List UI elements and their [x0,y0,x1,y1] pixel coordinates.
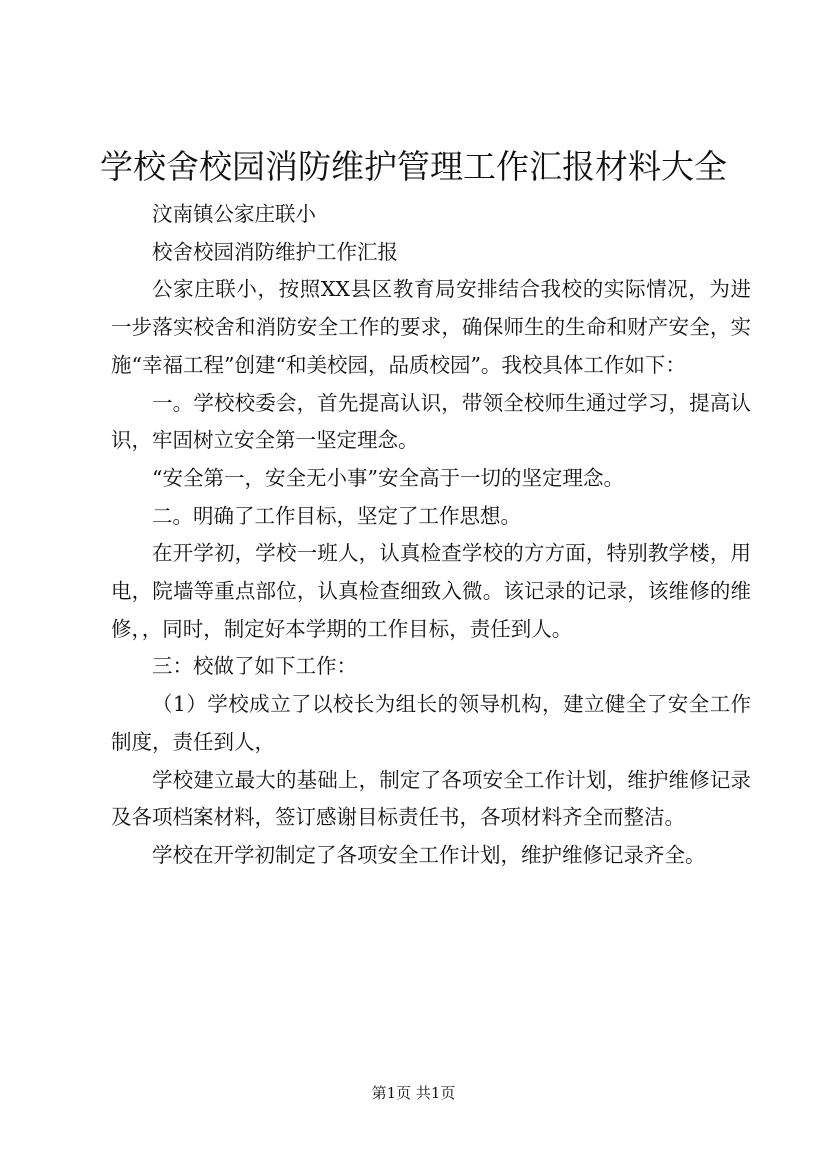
paragraph-section-three: 三：校做了如下工作： [152,654,357,679]
paragraph-records: 学校在开学初制定了各项安全工作计划，维护维修记录齐全。 [152,842,706,867]
paragraph-item-one: （1）学校成立了以校长为组长的领导机构，建立健全了安全工作制度，责任到人， [111,692,751,754]
page-number-footer: 第1页 共1页 [371,1084,456,1102]
paragraph-section-two: 二。明确了工作目标，坚定了工作思想。 [152,503,521,528]
paragraph-report-subtitle: 校舍校园消防维护工作汇报 [152,239,398,264]
paragraph-school-name: 汶南镇公家庄联小 [152,202,316,226]
paragraph-intro: 公家庄联小，按照XX县区教育局安排结合我校的实际情况，为进一步落实校舍和消防安全工作的要求，确保师生的生命和财产安全，实施“幸福工程”创建“和美校园，品质校园”。我校具体工作如下： [111,277,751,377]
document-title: 学校舍校园消防维护管理工作汇报材料大全 [100,147,727,186]
paragraph-plans: 学校建立最大的基础上，制定了各项安全工作计划，维护维修记录及各项档案材料，签订感谢目标责任书，各项材料齐全而整洁。 [111,767,751,830]
paragraph-safety-motto: “安全第一，安全无小事”安全高于一切的坚定理念。 [152,465,624,490]
paragraph-section-one: 一。学校校委会，首先提高认识，带领全校师生通过学习，提高认识，牢固树立安全第一坚定理念。 [111,390,751,453]
document-body [111,196,751,875]
paragraph-inspection: 在开学初，学校一班人，认真检查学校的方方面，特别教学楼，用电，院墙等重点部位，认真检查细致入微。该记录的记录，该维修的维修，，同时，制定好本学期的工作目标，责任到人。 [111,541,751,641]
